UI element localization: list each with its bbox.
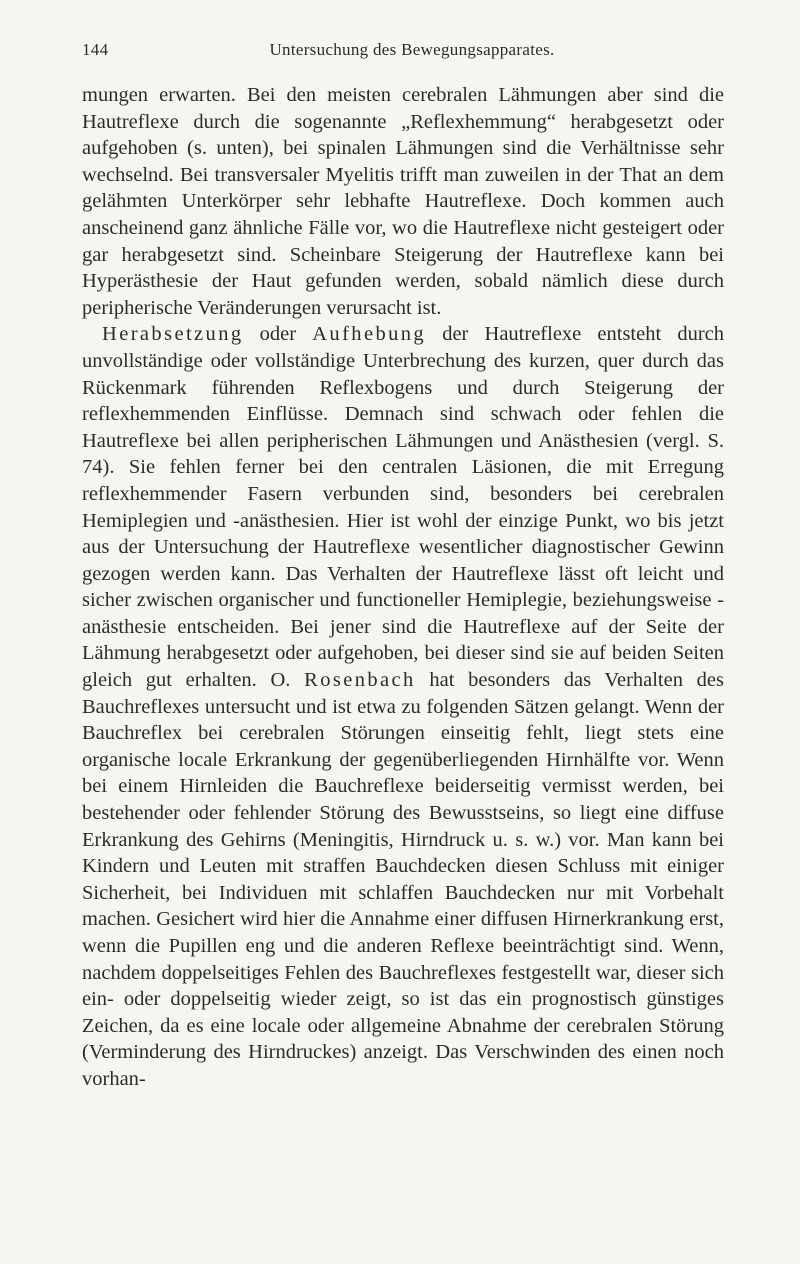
paragraph-text: oder — [243, 323, 313, 346]
page-header — [82, 40, 722, 70]
paragraph-text: der Hautreflexe entsteht durch unvollständige oder vollständige Unterbrechung des kurzen, quer durch das Rückenmark führenden Reflexbogens und durch Steigerung der reflexhemmenden Einflüsse. Demnach sind schwach oder fehlen die Hautreflexe bei allen peripherischen Lähmungen und Anästhesien (vergl. S. 74). Sie fehlen ferner bei den centralen Läsionen, die mit Erregung reflexhemmender Fasern verbunden sind, besonders bei cerebralen Hemiplegien und -anästhesien. Hier ist wohl der einzige Punkt, wo bis jetzt aus der Untersuchung der Hautreflexe wesentlicher diagnostischer Gewinn gezogen werden kann. Das Verhalten der Hautreflexe lässt oft leicht und sicher zwischen organischer und functioneller Hemiplegie, beziehungsweise -anästhesie entscheiden. Bei jener sind die Hautreflexe auf der Seite der Lähmung herabgesetzt oder aufgehoben, bei dieser sind sie auf beiden Seiten gleich gut erhalten. O. — [82, 323, 724, 692]
running-title: Untersuchung des Bewegungsapparates. — [269, 40, 555, 59]
paragraph-text: mungen erwarten. Bei den meisten cerebralen Lähmungen aber sind die Hautreflexe durch die sogenannte „Reflexhemmung“ herabgesetzt oder aufgehoben (s. unten), bei spinalen Lähmungen sind die Verhältnisse sehr wechselnd. Bei transversaler Myelitis trifft man zuweilen in der That an dem gelähmten Unterkörper sehr lebhafte Hautreflexe. Doch kommen auch anscheinend ganz ähnliche Fälle vor, wo die Hautreflexe nicht gesteigert oder gar herabgesetzt sind. Scheinbare Steigerung der Hautreflexe kann bei Hyperästhesie der Haut gefunden werden, sobald nämlich diese durch peripherische Veränderungen verursacht ist. — [82, 84, 724, 319]
spaced-term: Herabsetzung — [102, 323, 244, 346]
spaced-term: Aufhebung — [312, 323, 427, 346]
body-text — [82, 82, 724, 1093]
paragraph — [82, 82, 724, 321]
paragraph — [82, 321, 724, 1092]
page-number: 144 — [82, 40, 109, 59]
author-name: Rosenbach — [304, 669, 416, 692]
paragraph-text: hat besonders das Verhalten des Bauchreflexes untersucht und ist etwa zu folgenden Sätzen gelangt. Wenn der Bauchreflex bei cerebralen Störungen einseitig fehlt, liegt stets eine organische locale Erkrankung der gegenüberliegenden Hirnhälfte vor. Wenn bei einem Hirnleiden die Bauchreflexe beiderseitig vermisst werden, bei bestehender oder fehlender Störung des Bewusstseins, so liegt eine diffuse Erkrankung des Gehirns (Meningitis, Hirndruck u. s. w.) vor. Man kann bei Kindern und Leuten mit straffen Bauchdecken diesen Schluss mit einiger Sicherheit, bei Individuen mit schlaffen Bauchdecken nur mit Vorbehalt machen. Gesichert wird hier die Annahme einer diffusen Hirnerkrankung erst, wenn die Pupillen eng und die anderen Reflexe beeinträchtigt sind. Wenn, nachdem doppelseitiges Fehlen des Bauchreflexes festgestellt war, dieser sich ein- oder doppelseitig wieder zeigt, so ist das ein prognostisch günstiges Zeichen, da es eine locale oder allgemeine Abnahme der cerebralen Störung (Verminderung des Hirndruckes) anzeigt. Das Verschwinden des einen noch vorhan- — [82, 669, 724, 1090]
